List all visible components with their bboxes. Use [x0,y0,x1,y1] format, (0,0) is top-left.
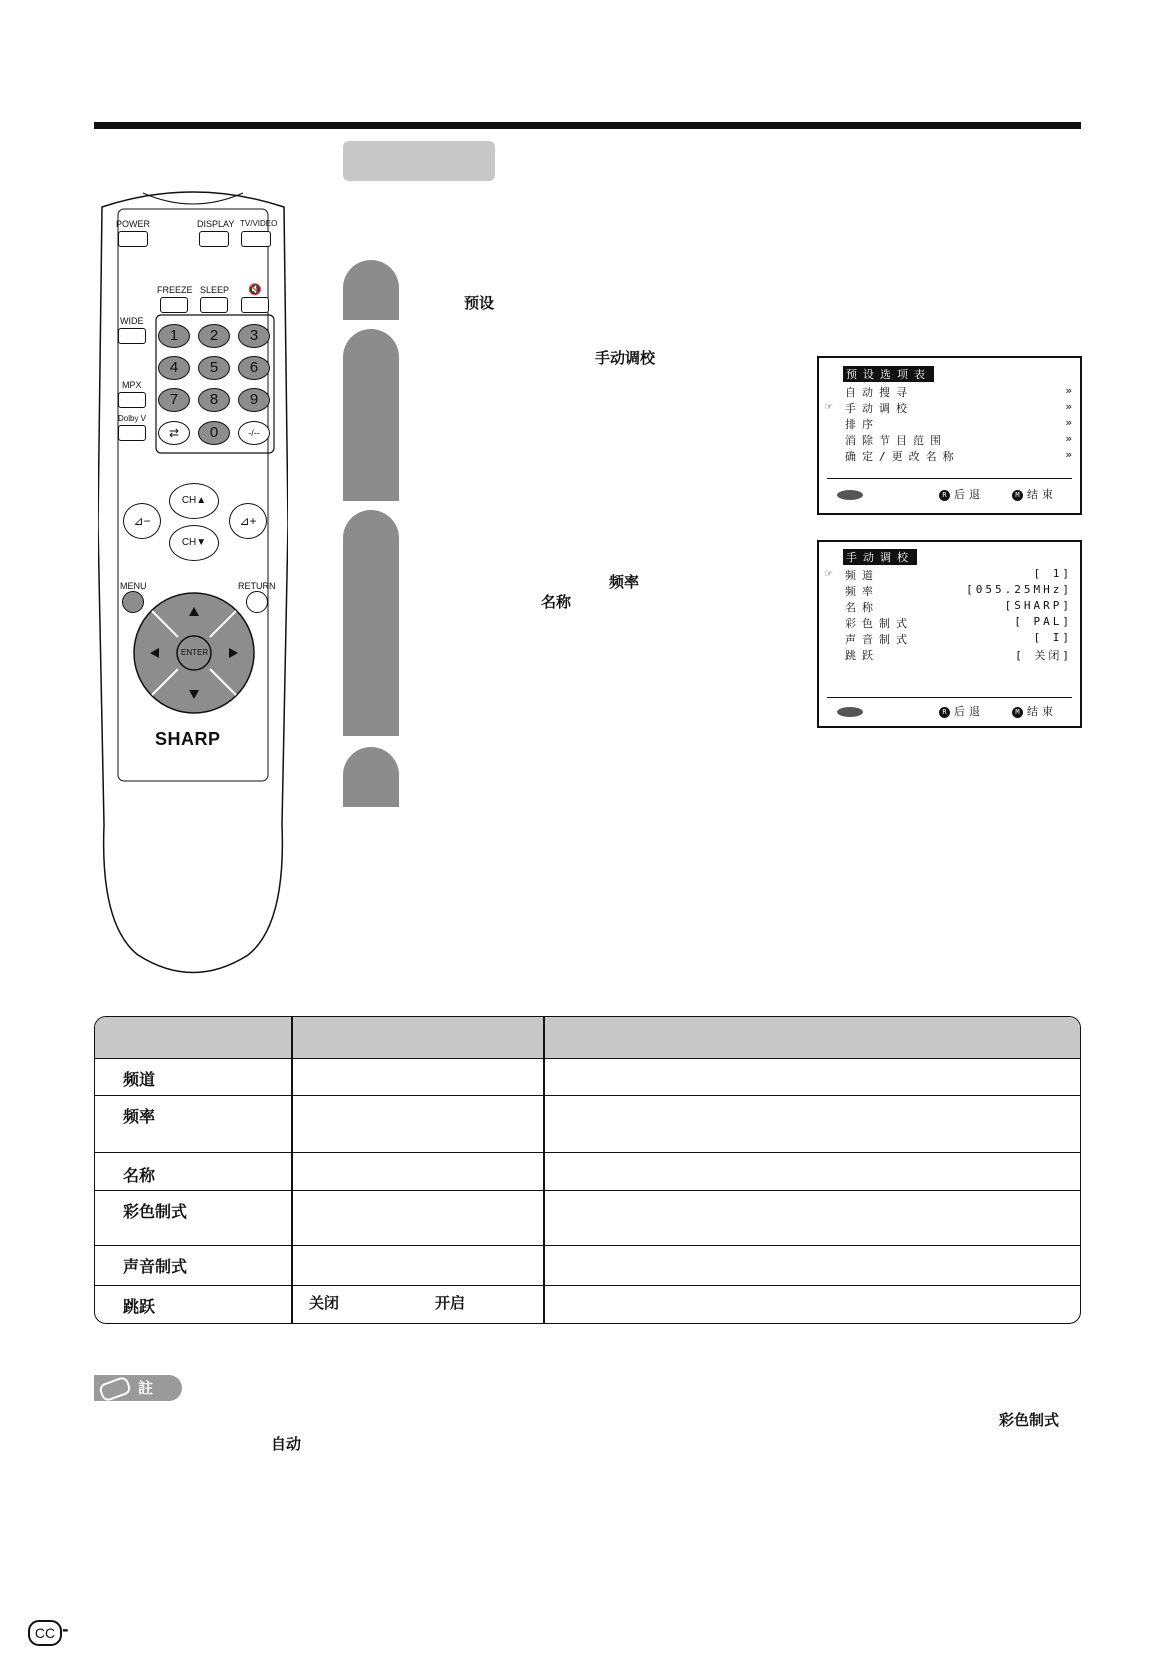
mpx-label: MPX [122,380,142,390]
osd-preset-menu [817,356,1082,515]
osd-item[interactable]: 跳跃 [845,649,879,662]
osd-value: [055.25MHz] [966,583,1072,596]
note-label: 註 [138,1379,154,1397]
return-key-icon: R [939,490,950,501]
table-column-divider [291,1017,293,1323]
osd-value: [ 关闭] [1015,649,1072,662]
step-tab-4 [343,747,399,807]
osd-title: 手动调校 [843,549,917,565]
channel-down-button[interactable]: CH▼ [169,525,219,561]
top-rule [94,122,1081,129]
number-button[interactable]: 9 [238,388,270,412]
osd-arrow: » [1065,448,1072,461]
osd-item[interactable]: 手动调校 [845,402,913,415]
select-icon [837,707,863,717]
osd-item[interactable]: 彩色制式 [845,617,913,630]
osd-manual-tuning [817,540,1082,728]
dolby-label: Dolby V [118,414,147,423]
step2-term: 手动调校 [595,349,656,367]
number-button[interactable]: 4 [158,356,190,380]
menu-label: MENU [120,581,147,591]
speaker-mute-icon: 🔇 [248,284,262,296]
number-button[interactable]: 8 [198,388,230,412]
number-button[interactable]: 0 [198,421,230,445]
return-label: RETURN [238,581,276,591]
step-tab-3 [343,510,399,736]
table-header [95,1017,1080,1059]
note-term-auto: 自动 [271,1435,302,1453]
table-column-divider [543,1017,545,1323]
table-row-item: 频道 [123,1070,156,1089]
note-term-color-system: 彩色制式 [999,1411,1060,1429]
mpx-button[interactable] [118,392,146,408]
wide-label: WIDE [120,316,144,326]
osd-value: [ I] [1033,631,1072,644]
paperclip-icon [98,1375,132,1402]
remote-control-illustration [98,185,288,985]
note-badge [94,1375,182,1401]
osd-title: 预设选项表 [843,366,934,382]
osd-item[interactable]: 频道 [845,569,879,582]
tvvideo-button[interactable] [241,231,271,247]
osd-back-label: 后退 [954,488,984,501]
menu-key-icon: M [1012,490,1023,501]
table-row-divider [95,1095,1080,1096]
osd-back-hint [939,486,984,502]
display-label: DISPLAY [197,219,235,229]
flashback-button[interactable]: ⇄ [158,421,190,445]
pointing-hand-icon: ☞ [825,399,833,413]
osd-value: [ PAL] [1014,615,1072,628]
pointing-hand-icon: ☞ [825,566,833,580]
step3-term-frequency: 频率 [609,573,640,591]
tvvideo-label: TV/VIDEO [240,219,278,228]
table-row-divider [95,1190,1080,1191]
page-number-dash: - [62,1620,69,1639]
osd-item[interactable]: 消除节目范围 [845,434,947,447]
osd-end-label: 结束 [1027,488,1057,501]
table-row-divider [95,1245,1080,1246]
number-button[interactable]: 6 [238,356,270,380]
select-icon [837,490,863,500]
table-row-divider [95,1152,1080,1153]
osd-end-label: 结束 [1027,705,1057,718]
freeze-button[interactable] [160,297,188,313]
osd-back-label: 后退 [954,705,984,718]
osd-item[interactable]: 确定/更改名称 [845,450,960,463]
osd-divider [827,697,1072,698]
number-button[interactable]: 5 [198,356,230,380]
osd-arrow: » [1065,432,1072,445]
osd-item[interactable]: 自动搜寻 [845,386,913,399]
cc-logo-icon: CC [28,1620,62,1646]
osd-item[interactable]: 声音制式 [845,633,913,646]
power-label: POWER [116,219,151,229]
step-tab-2 [343,329,399,501]
freeze-label: FREEZE [157,285,193,295]
osd-item[interactable]: 频率 [845,585,879,598]
display-button[interactable] [199,231,229,247]
menu-button[interactable] [122,591,144,613]
osd-value: [ 1] [1033,567,1072,580]
channel-up-button[interactable]: CH▲ [169,483,219,519]
osd-back-hint [939,703,984,719]
table-row-item: 彩色制式 [123,1202,188,1221]
return-key-icon: R [939,707,950,718]
number-button[interactable]: 2 [198,324,230,348]
osd-end-hint [1012,703,1057,719]
step3-term-name: 名称 [541,593,572,611]
osd-value: [SHARP] [1004,599,1072,612]
section-tab [343,141,495,181]
step-tab-1 [343,260,399,320]
brand-logo: SHARP [155,729,221,749]
osd-arrow: » [1065,416,1072,429]
return-button[interactable] [246,591,268,613]
step1-term: 预设 [464,294,495,312]
number-button[interactable]: 3 [238,324,270,348]
sleep-label: SLEEP [200,285,230,295]
volume-up-button[interactable]: ⊿+ [229,503,267,539]
table-setting-off: 关闭 [309,1294,340,1312]
mute-button[interactable] [241,297,269,313]
dolby-button[interactable] [118,425,146,441]
osd-item[interactable]: 排序 [845,418,879,431]
table-row-item: 跳跃 [123,1297,156,1316]
number-button[interactable]: 7 [158,388,190,412]
table-row-divider [95,1285,1080,1286]
osd-divider [827,478,1072,479]
sleep-button[interactable] [200,297,228,313]
number-button[interactable]: 1 [158,324,190,348]
osd-arrow: » [1065,384,1072,397]
osd-end-hint [1012,486,1057,502]
osd-arrow: » [1065,400,1072,413]
table-setting-on: 开启 [435,1294,466,1312]
settings-table [94,1016,1081,1324]
power-button[interactable] [118,231,148,247]
table-row-item: 名称 [123,1166,156,1185]
wide-button[interactable] [118,328,146,344]
table-row-item: 频率 [123,1107,156,1126]
volume-down-button[interactable]: ⊿− [123,503,161,539]
enter-button[interactable]: ENTER [181,648,209,657]
table-row-item: 声音制式 [123,1257,188,1276]
menu-key-icon: M [1012,707,1023,718]
osd-item[interactable]: 名称 [845,601,879,614]
digit-mode-button[interactable]: -/-- [238,421,270,445]
